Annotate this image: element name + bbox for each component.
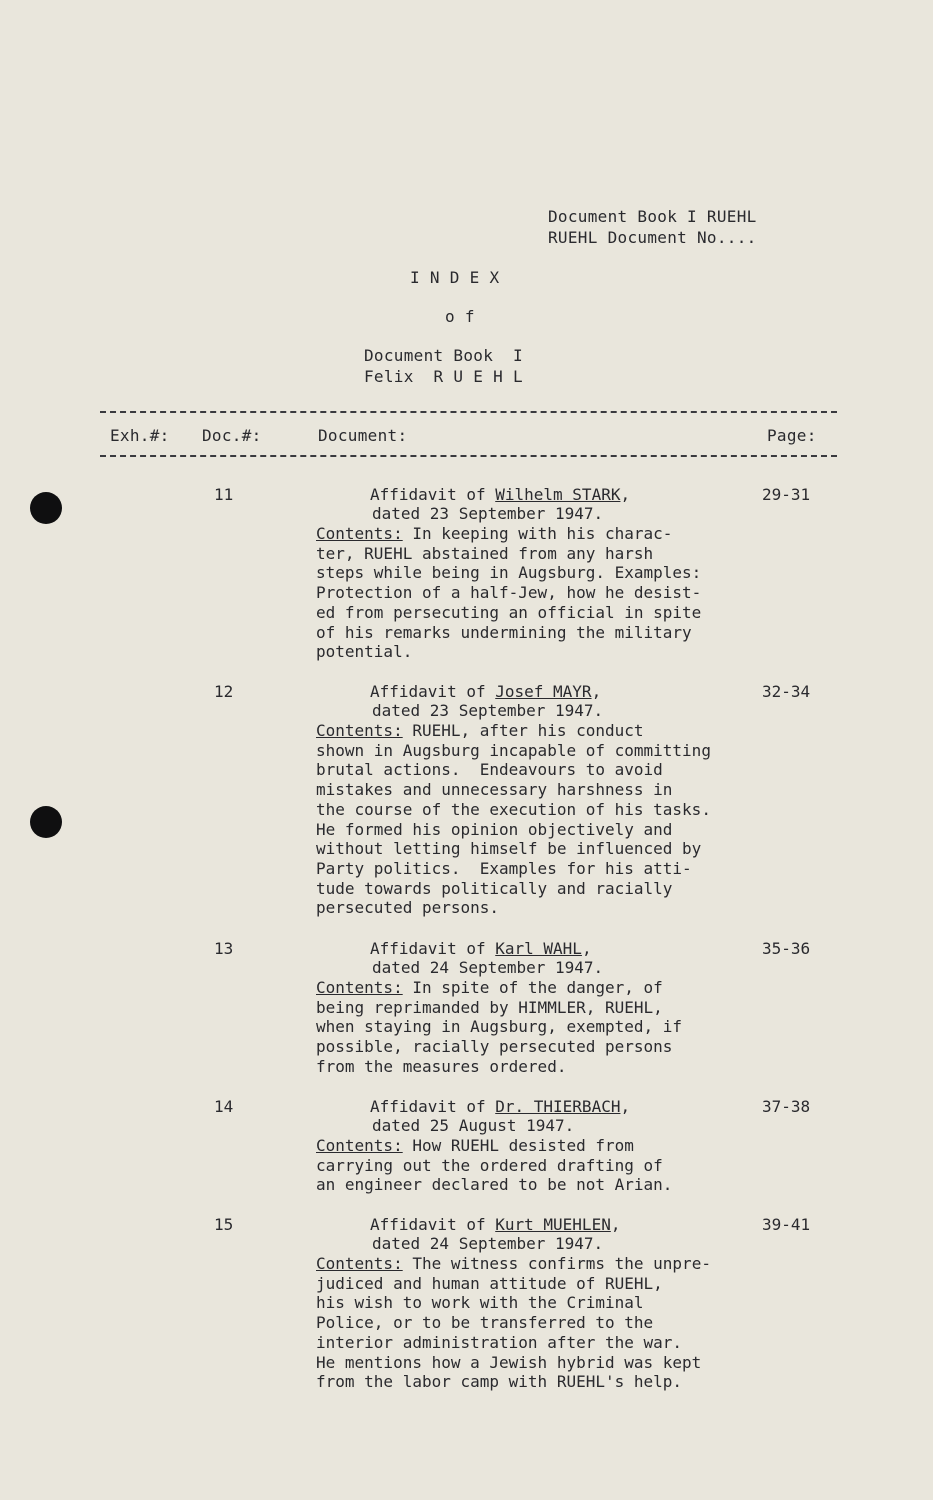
contents-label: Contents:	[316, 524, 403, 543]
entry-affidavit-title	[370, 939, 592, 959]
header-rule-top	[100, 411, 837, 413]
entry-contents-line: Police, or to be transferred to the	[316, 1313, 654, 1333]
entry-contents-line: from the labor camp with RUEHL's help.	[316, 1372, 683, 1392]
affidavit-prefix: Affidavit of	[370, 1215, 496, 1234]
punch-hole-top	[30, 492, 62, 524]
entry-contents-line: brutal actions. Endeavours to avoid	[316, 760, 663, 780]
affidavit-prefix: Affidavit of	[370, 682, 496, 701]
entry-doc-number: 15	[214, 1215, 234, 1234]
entry-contents-line: shown in Augsburg incapable of committing	[316, 740, 711, 760]
affidavit-suffix: ,	[581, 939, 592, 958]
contents-text: How RUEHL desisted from	[402, 1136, 634, 1155]
entry-contents-line: an engineer declared to be not Arian.	[316, 1175, 673, 1195]
column-doc: Doc.#:	[202, 426, 262, 445]
affiant-name: Dr. THIERBACH	[495, 1097, 621, 1116]
entry-contents-line: being reprimanded by HIMMLER, RUEHL,	[316, 997, 663, 1017]
header-document-no-line: RUEHL Document No....	[548, 228, 757, 247]
entry-contents-line: judiced and human attitude of RUEHL,	[316, 1273, 663, 1293]
entry-contents-line: interior administration after the war.	[316, 1332, 683, 1352]
punch-hole-middle	[30, 806, 62, 838]
index-title: I N D E X	[410, 268, 500, 287]
index-book-title: Document Book I	[364, 346, 523, 365]
affidavit-prefix: Affidavit of	[370, 939, 496, 958]
entry-contents-line: when staying in Augsburg, exempted, if	[316, 1017, 683, 1037]
column-document: Document:	[318, 426, 408, 445]
affidavit-suffix: ,	[620, 485, 631, 504]
entry-contents-line: Party politics. Examples for his atti-	[316, 858, 692, 878]
affidavit-suffix: ,	[610, 1215, 621, 1234]
affiant-name: Kurt MUEHLEN	[495, 1215, 611, 1234]
entry-contents-first-line	[316, 524, 672, 544]
header-rule-bottom	[100, 455, 837, 457]
affidavit-prefix: Affidavit of	[370, 1097, 496, 1116]
affidavit-suffix: ,	[591, 682, 602, 701]
affiant-name: Wilhelm STARK	[495, 485, 621, 504]
entry-affidavit-title	[370, 682, 601, 702]
entry-date: dated 24 September 1947.	[372, 958, 604, 977]
entry-affidavit-title	[370, 485, 630, 505]
contents-text: In spite of the danger, of	[402, 978, 663, 997]
entry-page-range: 35-36	[762, 939, 811, 958]
entry-date: dated 23 September 1947.	[372, 504, 604, 523]
contents-text: In keeping with his charac-	[402, 524, 673, 543]
entry-contents-line: his wish to work with the Criminal	[316, 1293, 644, 1313]
entry-contents-first-line	[316, 721, 644, 741]
entry-contents-line: possible, racially persecuted persons	[316, 1037, 673, 1057]
entry-date: dated 25 August 1947.	[372, 1116, 575, 1135]
entry-page-range: 29-31	[762, 485, 811, 504]
header-book-line: Document Book I RUEHL	[548, 207, 757, 226]
affiant-name: Karl WAHL	[495, 939, 582, 958]
affiant-name: Josef MAYR	[495, 682, 592, 701]
entry-contents-line: He mentions how a Jewish hybrid was kept	[316, 1352, 702, 1372]
entry-contents-first-line	[316, 1136, 634, 1156]
entry-affidavit-title	[370, 1215, 620, 1235]
entry-contents-line: mistakes and unnecessary harshness in	[316, 780, 673, 800]
entry-contents-line: Protection of a half-Jew, how he desist-	[316, 583, 702, 603]
entry-contents-first-line	[316, 978, 663, 998]
column-page: Page:	[767, 426, 817, 445]
contents-label: Contents:	[316, 721, 403, 740]
entry-contents-line: He formed his opinion objectively and	[316, 819, 673, 839]
entry-date: dated 24 September 1947.	[372, 1234, 604, 1253]
column-exh: Exh.#:	[110, 426, 170, 445]
entry-page-range: 39-41	[762, 1215, 811, 1234]
entry-doc-number: 12	[214, 682, 234, 701]
index-of: o f	[445, 307, 475, 326]
entry-affidavit-title	[370, 1097, 630, 1117]
entry-contents-line: without letting himself be influenced by	[316, 839, 702, 859]
entry-doc-number: 14	[214, 1097, 234, 1116]
entry-contents-line: carrying out the ordered drafting of	[316, 1155, 663, 1175]
entry-contents-line: the course of the execution of his tasks.	[316, 799, 711, 819]
contents-text: The witness confirms the unpre-	[402, 1254, 711, 1273]
entry-contents-line: of his remarks undermining the military	[316, 622, 692, 642]
index-person-name: Felix R U E H L	[364, 367, 523, 386]
entry-contents-line: ed from persecuting an official in spite	[316, 602, 702, 622]
contents-text: RUEHL, after his conduct	[402, 721, 644, 740]
contents-label: Contents:	[316, 978, 403, 997]
entry-contents-line: persecuted persons.	[316, 898, 500, 918]
entry-page-range: 32-34	[762, 682, 811, 701]
affidavit-suffix: ,	[620, 1097, 631, 1116]
entry-contents-line: steps while being in Augsburg. Examples:	[316, 563, 702, 583]
entry-date: dated 23 September 1947.	[372, 701, 604, 720]
contents-label: Contents:	[316, 1254, 403, 1273]
entry-contents-line: from the measures ordered.	[316, 1056, 567, 1076]
entry-contents-first-line	[316, 1254, 711, 1274]
affidavit-prefix: Affidavit of	[370, 485, 496, 504]
entry-doc-number: 11	[214, 485, 234, 504]
entry-page-range: 37-38	[762, 1097, 811, 1116]
contents-label: Contents:	[316, 1136, 403, 1155]
entry-doc-number: 13	[214, 939, 234, 958]
entry-contents-line: tude towards politically and racially	[316, 878, 673, 898]
entry-contents-line: ter, RUEHL abstained from any harsh	[316, 543, 654, 563]
entry-contents-line: potential.	[316, 642, 413, 662]
